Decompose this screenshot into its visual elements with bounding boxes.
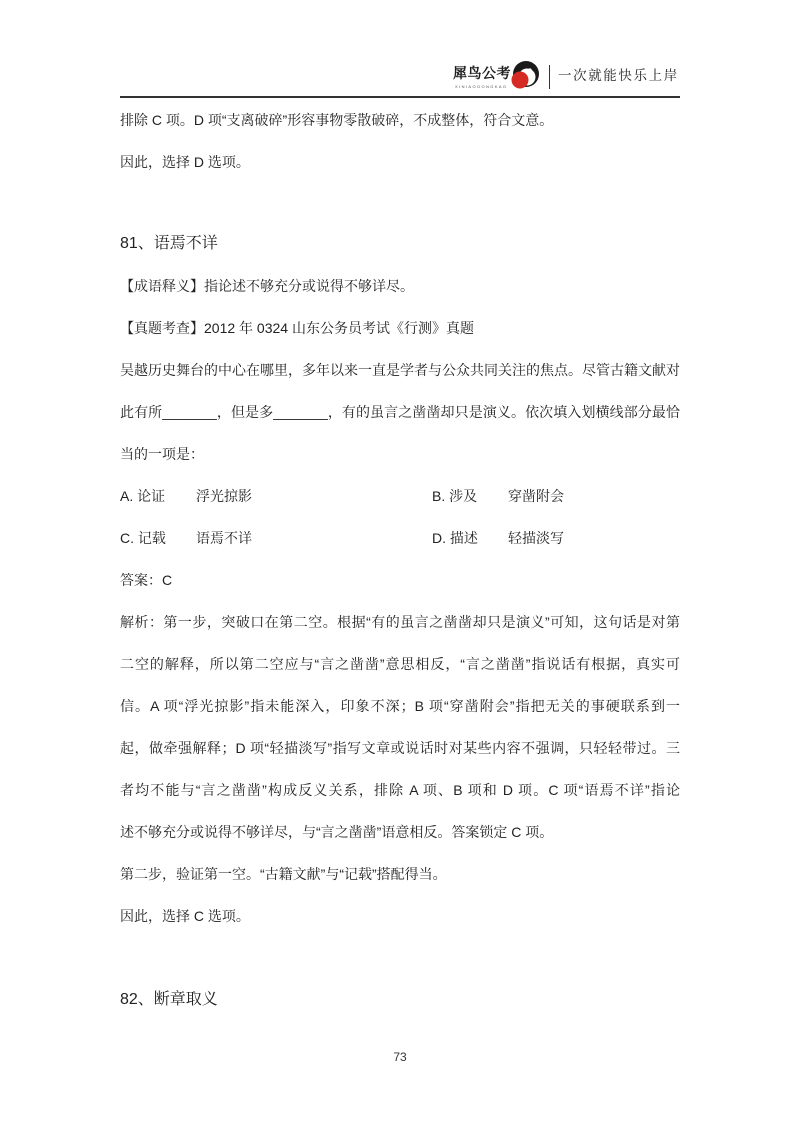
idiom-heading-81: 81、语焉不详	[120, 235, 218, 252]
page-number: 73	[393, 1050, 407, 1064]
option-key: C. 记载	[120, 530, 166, 546]
header-rule	[120, 96, 680, 98]
document-body	[120, 99, 680, 1021]
question-line: 吴越历史舞台的中心在哪里，多年以来一直是学者与公众共同关注的焦点。尽管古籍文献对	[120, 362, 680, 378]
brand-logo-text: 犀鸟公考	[453, 65, 511, 81]
previous-conclusion: 因此，选择 D 选项。	[120, 154, 250, 170]
analysis-conclusion: 因此，选择 C 选项。	[120, 908, 250, 924]
section-spacer	[120, 937, 680, 979]
option-b	[432, 475, 564, 517]
analysis-line: 者均不能与“言之凿凿”构成反义关系，排除 A 项、B 项和 D 项。C 项“语焉不详”指论	[120, 782, 680, 798]
idiom-definition: 【成语释义】指论述不够充分或说得不够详尽。	[120, 278, 414, 294]
options-row	[120, 475, 680, 517]
answer-line: 答案：C	[120, 572, 173, 588]
options-row	[120, 517, 680, 559]
question-line: 当的一项是：	[120, 446, 204, 462]
analysis-line: 二空的解释，所以第二空应与“言之凿凿”意思相反，“言之凿凿”指说话有根据，真实可	[120, 656, 680, 672]
bird-logo-icon	[507, 59, 541, 93]
previous-analysis-tail: 排除 C 项。D 项“支离破碎”形容事物零散破碎，不成整体，符合文意。	[120, 112, 554, 128]
exam-source: 【真题考查】2012 年 0324 山东公务员考试《行测》真题	[120, 320, 474, 336]
question-paragraph	[120, 349, 680, 475]
analysis-step-two: 第二步，验证第一空。“古籍文献”与“记载”搭配得当。	[120, 866, 447, 882]
brand-pinyin-text: XINIAOGONGKAO	[455, 84, 508, 89]
question-line: 此有所_______，但是多_______，有的虽言之凿凿却只是演义。依次填入划横线部分最恰	[120, 404, 680, 420]
analysis-paragraph	[120, 601, 680, 853]
analysis-line: 述不够充分或说得不够详尽，与“言之凿凿”语意相反。答案锁定 C 项。	[120, 824, 554, 840]
header-divider	[549, 65, 550, 89]
idiom-heading-82: 82、断章取义	[120, 991, 218, 1008]
section-spacer	[120, 183, 680, 223]
option-idiom: 轻描淡写	[508, 530, 564, 546]
logo-eye-dot	[528, 68, 531, 71]
option-d	[432, 517, 564, 559]
option-c	[120, 517, 252, 559]
slogan-text: 一次就能快乐上岸	[558, 68, 679, 83]
option-key: B. 涉及	[432, 488, 478, 504]
analysis-line: 解析：第一步，突破口在第二空。根据“有的虽言之凿凿却只是演义”可知，这句话是对第	[120, 614, 680, 630]
option-idiom: 语焉不详	[196, 530, 252, 546]
analysis-line: 信。A 项“浮光掠影”指未能深入，印象不深；B 项“穿凿附会”指把无关的事硬联系到一	[120, 698, 680, 714]
option-key: D. 描述	[432, 530, 478, 546]
analysis-line: 起，做牵强解释；D 项“轻描淡写”指写文章或说话时对某些内容不强调，只轻轻带过。三	[120, 740, 680, 756]
logo-red-circle	[512, 72, 529, 89]
option-idiom: 穿凿附会	[508, 488, 564, 504]
option-idiom: 浮光掠影	[196, 488, 252, 504]
option-key: A. 论证	[120, 488, 166, 504]
option-a	[120, 475, 252, 517]
